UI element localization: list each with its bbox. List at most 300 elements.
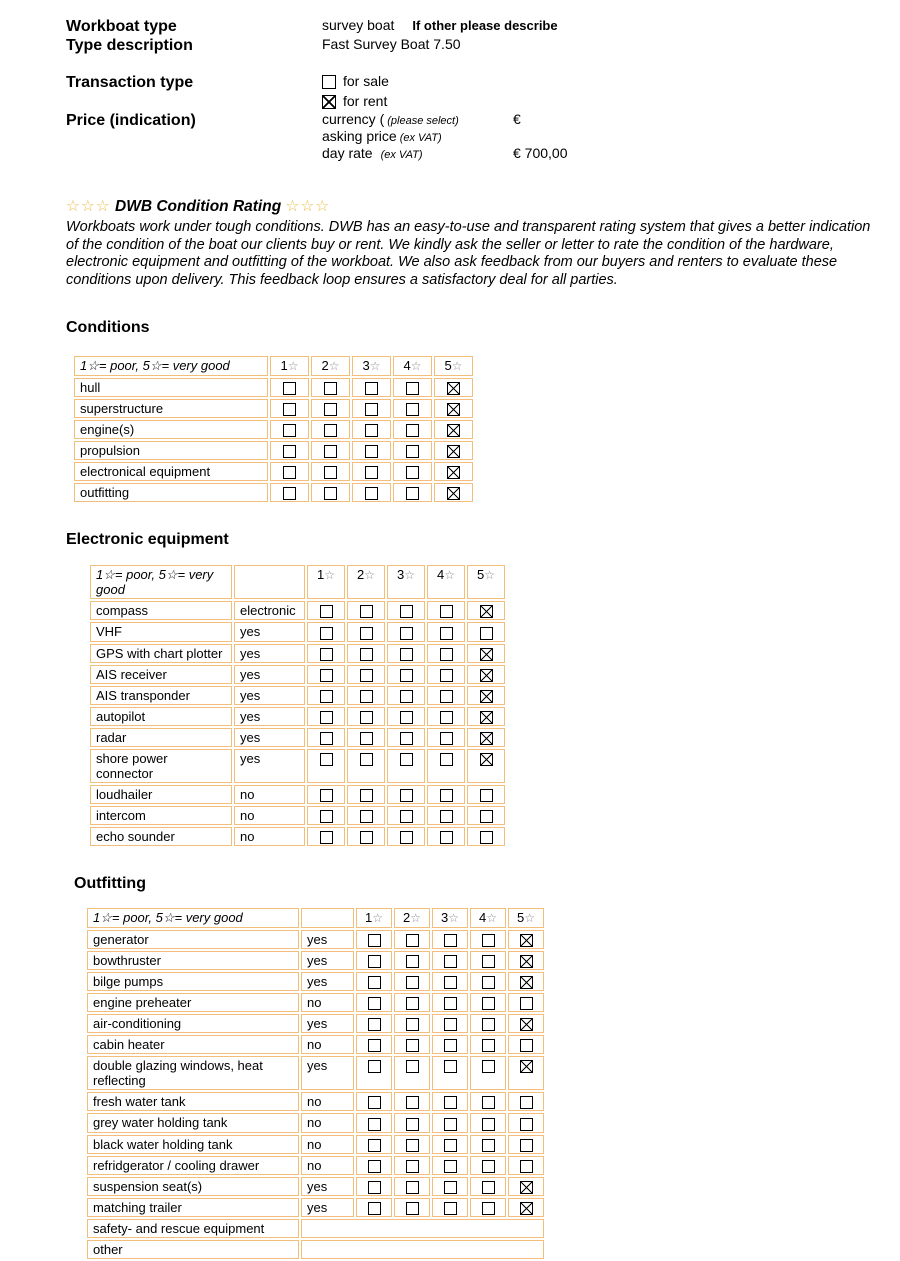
table-row	[90, 749, 505, 783]
row-label-cell: autopilot	[90, 707, 232, 726]
rating-checkbox-2star[interactable]	[360, 648, 373, 661]
rating-cell	[470, 930, 506, 949]
rating-cell	[270, 441, 309, 460]
rating-checkbox-2star[interactable]	[406, 997, 419, 1010]
star-column-header	[347, 565, 385, 599]
rating-cell	[311, 462, 350, 481]
rating-cell	[347, 707, 385, 726]
rating-checkbox-1star[interactable]	[368, 1039, 381, 1052]
rating-checkbox-5star[interactable]	[520, 1039, 533, 1052]
rating-checkbox-5star[interactable]	[480, 810, 493, 823]
rating-checkbox-4star[interactable]	[440, 732, 453, 745]
rating-checkbox-3star[interactable]	[400, 690, 413, 703]
rating-cell	[508, 1135, 544, 1154]
rating-checkbox-2star[interactable]	[406, 1139, 419, 1152]
rating-checkbox-2star[interactable]	[406, 1181, 419, 1194]
scale-note-cell: 1☆= poor, 5☆= very good	[90, 565, 232, 599]
rating-cell	[467, 785, 505, 804]
rating-checkbox-3star[interactable]	[400, 669, 413, 682]
star-icon: ☆	[328, 359, 340, 373]
table-row	[90, 785, 505, 804]
rating-checkbox-2star[interactable]	[406, 1118, 419, 1131]
star-decoration-left: ☆☆☆	[66, 198, 111, 215]
rating-checkbox-4star[interactable]	[440, 711, 453, 724]
rating-checkbox-2star[interactable]	[406, 1039, 419, 1052]
rating-checkbox-4star[interactable]	[482, 976, 495, 989]
rating-cell	[387, 728, 425, 747]
star-column-number: 4	[479, 910, 487, 925]
rating-checkbox-2star[interactable]	[324, 403, 337, 416]
rating-checkbox-5star[interactable]	[447, 382, 460, 395]
rating-checkbox-4star[interactable]	[482, 1118, 495, 1131]
rating-checkbox-4star[interactable]	[440, 669, 453, 682]
rating-checkbox-4star[interactable]	[482, 1039, 495, 1052]
row-label-cell: AIS transponder	[90, 686, 232, 705]
rating-checkbox-2star[interactable]	[324, 424, 337, 437]
rating-checkbox-5star[interactable]	[447, 445, 460, 458]
rating-checkbox-3star[interactable]	[365, 445, 378, 458]
rating-checkbox-5star[interactable]	[520, 1096, 533, 1109]
rating-checkbox-5star[interactable]	[480, 605, 493, 618]
row-value-cell: no	[301, 1156, 354, 1175]
currency-select-hint[interactable]: (please select)	[387, 115, 459, 127]
rating-checkbox-2star[interactable]	[406, 1060, 419, 1073]
rating-cell	[508, 1092, 544, 1111]
rating-checkbox-4star[interactable]	[482, 1202, 495, 1215]
rating-cell	[356, 951, 392, 970]
rating-checkbox-5star[interactable]	[480, 789, 493, 802]
rating-checkbox-2star[interactable]	[360, 831, 373, 844]
rating-checkbox-4star[interactable]	[406, 403, 419, 416]
rating-cell	[311, 483, 350, 502]
rating-checkbox-3star[interactable]	[365, 466, 378, 479]
star-column-header	[432, 908, 468, 928]
rating-checkbox-5star[interactable]	[480, 831, 493, 844]
star-icon: ☆	[451, 359, 463, 373]
rating-cell	[470, 972, 506, 991]
rating-checkbox-3star[interactable]	[365, 382, 378, 395]
rating-checkbox-4star[interactable]	[440, 627, 453, 640]
rating-checkbox-5star[interactable]	[520, 955, 533, 968]
rating-checkbox-3star[interactable]	[444, 1039, 457, 1052]
rating-cell	[347, 827, 385, 846]
rating-checkbox-1star[interactable]	[368, 934, 381, 947]
rating-checkbox-3star[interactable]	[400, 831, 413, 844]
rating-checkbox-3star[interactable]	[444, 934, 457, 947]
rating-checkbox-2star[interactable]	[406, 1096, 419, 1109]
rating-checkbox-3star[interactable]	[400, 732, 413, 745]
rating-checkbox-1star[interactable]	[368, 1160, 381, 1173]
rating-checkbox-4star[interactable]	[482, 1018, 495, 1031]
rating-cell	[387, 601, 425, 620]
table-row	[87, 1240, 544, 1259]
star-icon: ☆	[369, 359, 381, 373]
rating-cell	[347, 728, 385, 747]
star-column-number: 4	[437, 567, 445, 583]
rating-cell	[393, 441, 432, 460]
rating-cell	[270, 462, 309, 481]
row-value-cell: yes	[234, 644, 305, 663]
rating-cell	[467, 665, 505, 684]
type-description-value[interactable]: Fast Survey Boat 7.50	[322, 36, 461, 52]
rating-cell	[434, 462, 473, 481]
rating-checkbox-2star[interactable]	[406, 955, 419, 968]
rating-checkbox-2star[interactable]	[406, 1160, 419, 1173]
rating-cell	[347, 622, 385, 641]
rating-cell	[356, 1177, 392, 1196]
workboat-type-row	[66, 17, 900, 36]
rating-checkbox-4star[interactable]	[406, 424, 419, 437]
rating-checkbox-1star[interactable]	[283, 466, 296, 479]
if-other-note: If other please describe	[412, 18, 558, 33]
rating-checkbox-2star[interactable]	[406, 934, 419, 947]
rating-checkbox-5star[interactable]	[520, 976, 533, 989]
rating-cell	[432, 1177, 468, 1196]
rating-checkbox-1star[interactable]	[320, 627, 333, 640]
table-row	[87, 1056, 544, 1090]
row-label-cell: echo sounder	[90, 827, 232, 846]
star-icon: ☆	[484, 568, 495, 583]
rating-cell	[352, 399, 391, 418]
row-label-cell: engine(s)	[74, 420, 268, 439]
rating-checkbox-2star[interactable]	[360, 753, 373, 766]
rating-cell	[427, 707, 465, 726]
rating-cell	[508, 1156, 544, 1175]
rating-cell	[508, 951, 544, 970]
rating-checkbox-4star[interactable]	[482, 997, 495, 1010]
table-header-row	[90, 565, 505, 599]
rating-checkbox-1star[interactable]	[320, 789, 333, 802]
row-label-cell: black water holding tank	[87, 1135, 299, 1154]
table-row	[74, 399, 473, 418]
star-column-number: 1	[280, 358, 288, 373]
rating-checkbox-5star[interactable]	[480, 690, 493, 703]
rating-cell	[307, 686, 345, 705]
rating-cell	[434, 441, 473, 460]
rating-checkbox-5star[interactable]	[520, 1160, 533, 1173]
rating-checkbox-4star[interactable]	[482, 1160, 495, 1173]
rating-checkbox-3star[interactable]	[400, 605, 413, 618]
rating-cell	[467, 749, 505, 783]
rating-cell	[356, 1113, 392, 1132]
for-sale-checkbox[interactable]	[322, 75, 336, 89]
star-column-header	[311, 356, 350, 376]
value-header-cell	[301, 908, 354, 928]
rating-checkbox-5star[interactable]	[447, 466, 460, 479]
rating-checkbox-3star[interactable]	[444, 1096, 457, 1109]
star-column-header	[508, 908, 544, 928]
rating-checkbox-4star[interactable]	[440, 831, 453, 844]
row-label-cell: intercom	[90, 806, 232, 825]
rating-cell	[427, 749, 465, 783]
rating-checkbox-3star[interactable]	[400, 753, 413, 766]
rating-cell	[356, 1198, 392, 1217]
rating-checkbox-4star[interactable]	[440, 810, 453, 823]
rating-checkbox-1star[interactable]	[368, 1139, 381, 1152]
star-column-header	[434, 356, 473, 376]
rating-checkbox-4star[interactable]	[482, 1139, 495, 1152]
rating-cell	[356, 1135, 392, 1154]
rating-checkbox-1star[interactable]	[320, 753, 333, 766]
rating-cell	[432, 1092, 468, 1111]
rating-cell	[434, 483, 473, 502]
rating-checkbox-1star[interactable]	[368, 1060, 381, 1073]
rating-checkbox-3star[interactable]	[365, 487, 378, 500]
rating-cell	[508, 1177, 544, 1196]
rating-checkbox-1star[interactable]	[368, 1018, 381, 1031]
row-label-cell: refridgerator / cooling drawer	[87, 1156, 299, 1175]
rating-checkbox-3star[interactable]	[444, 1060, 457, 1073]
rating-checkbox-4star[interactable]	[440, 605, 453, 618]
rating-checkbox-3star[interactable]	[400, 627, 413, 640]
star-icon: ☆	[410, 359, 422, 373]
rating-checkbox-1star[interactable]	[320, 690, 333, 703]
rating-cell	[427, 827, 465, 846]
rating-cell	[467, 686, 505, 705]
rating-checkbox-2star[interactable]	[360, 627, 373, 640]
rating-cell	[427, 806, 465, 825]
row-value-cell: no	[301, 993, 354, 1012]
rating-checkbox-5star[interactable]	[480, 669, 493, 682]
rating-checkbox-2star[interactable]	[360, 732, 373, 745]
rating-cell	[427, 785, 465, 804]
rating-cell	[307, 665, 345, 684]
rating-checkbox-1star[interactable]	[320, 732, 333, 745]
rating-checkbox-4star[interactable]	[406, 466, 419, 479]
rating-checkbox-1star[interactable]	[283, 487, 296, 500]
rating-cell	[311, 420, 350, 439]
rating-checkbox-3star[interactable]	[444, 997, 457, 1010]
day-rate-row	[66, 145, 900, 162]
rating-cell	[347, 686, 385, 705]
table-row	[74, 378, 473, 397]
row-value-cell: yes	[301, 1177, 354, 1196]
rating-checkbox-1star[interactable]	[283, 424, 296, 437]
rating-checkbox-3star[interactable]	[444, 976, 457, 989]
rating-checkbox-4star[interactable]	[482, 1096, 495, 1109]
star-icon: ☆	[444, 568, 455, 583]
rating-cell	[387, 749, 425, 783]
rating-checkbox-5star[interactable]	[520, 1181, 533, 1194]
rating-cell	[432, 972, 468, 991]
for-rent-checkbox[interactable]	[322, 95, 336, 109]
outfitting-table	[85, 906, 546, 1261]
star-column-number: 2	[321, 358, 329, 373]
rating-checkbox-4star[interactable]	[440, 690, 453, 703]
rating-checkbox-1star[interactable]	[283, 403, 296, 416]
rating-cell	[307, 728, 345, 747]
rating-checkbox-1star[interactable]	[320, 810, 333, 823]
row-label-cell: grey water holding tank	[87, 1113, 299, 1132]
workboat-type-label: Workboat type	[66, 18, 177, 35]
star-column-number: 5	[477, 567, 485, 583]
rating-cell	[307, 644, 345, 663]
rating-checkbox-1star[interactable]	[320, 605, 333, 618]
rating-checkbox-5star[interactable]	[520, 934, 533, 947]
row-label-cell: matching trailer	[87, 1198, 299, 1217]
rating-checkbox-5star[interactable]	[520, 1202, 533, 1215]
asking-price-hint: (ex VAT)	[399, 132, 442, 144]
rating-checkbox-4star[interactable]	[482, 934, 495, 947]
rating-checkbox-1star[interactable]	[320, 648, 333, 661]
star-icon: ☆	[448, 911, 459, 925]
rating-checkbox-2star[interactable]	[324, 382, 337, 395]
row-value-cell: electronic	[234, 601, 305, 620]
rating-checkbox-1star[interactable]	[283, 445, 296, 458]
rating-checkbox-5star[interactable]	[520, 1139, 533, 1152]
rating-checkbox-3star[interactable]	[444, 1181, 457, 1194]
rating-cell	[394, 930, 430, 949]
rating-checkbox-4star[interactable]	[440, 648, 453, 661]
row-value-cell: yes	[234, 728, 305, 747]
row-label-cell: fresh water tank	[87, 1092, 299, 1111]
table-row	[74, 462, 473, 481]
rating-checkbox-1star[interactable]	[368, 976, 381, 989]
rating-cell	[470, 1135, 506, 1154]
rating-checkbox-2star[interactable]	[406, 976, 419, 989]
rating-cell	[508, 930, 544, 949]
rating-checkbox-3star[interactable]	[400, 810, 413, 823]
rating-checkbox-2star[interactable]	[324, 445, 337, 458]
table-row	[90, 622, 505, 641]
rating-cell	[470, 951, 506, 970]
rating-checkbox-3star[interactable]	[365, 424, 378, 437]
price-indication-label: Price (indication)	[66, 112, 196, 129]
table-row	[90, 806, 505, 825]
rating-checkbox-1star[interactable]	[368, 1202, 381, 1215]
rating-checkbox-5star[interactable]	[480, 753, 493, 766]
rating-cell	[347, 785, 385, 804]
row-value-cell: no	[301, 1035, 354, 1054]
rating-checkbox-5star[interactable]	[480, 732, 493, 745]
asking-price-row	[66, 128, 900, 145]
rating-cell	[387, 665, 425, 684]
rating-checkbox-4star[interactable]	[406, 382, 419, 395]
rating-checkbox-5star[interactable]	[520, 997, 533, 1010]
rating-checkbox-3star[interactable]	[365, 403, 378, 416]
workboat-type-value[interactable]: survey boat	[322, 17, 395, 33]
rating-checkbox-1star[interactable]	[283, 382, 296, 395]
rating-checkbox-5star[interactable]	[480, 648, 493, 661]
rating-checkbox-3star[interactable]	[400, 789, 413, 802]
rating-checkbox-4star[interactable]	[440, 789, 453, 802]
rating-checkbox-1star[interactable]	[368, 1181, 381, 1194]
rating-checkbox-2star[interactable]	[324, 466, 337, 479]
asking-price-label: asking price	[322, 128, 397, 144]
row-value-cell: yes	[234, 665, 305, 684]
electronic-equipment-heading: Electronic equipment	[66, 531, 229, 549]
rating-cell	[467, 644, 505, 663]
rating-cell	[467, 601, 505, 620]
currency-row	[66, 111, 900, 128]
rating-checkbox-5star[interactable]	[447, 403, 460, 416]
rating-checkbox-4star[interactable]	[440, 753, 453, 766]
rating-checkbox-2star[interactable]	[360, 789, 373, 802]
dwb-rating-heading	[66, 198, 900, 216]
rating-cell	[307, 785, 345, 804]
rating-checkbox-5star[interactable]	[447, 424, 460, 437]
rating-checkbox-5star[interactable]	[520, 1118, 533, 1131]
row-value-cell: yes	[301, 972, 354, 991]
rating-checkbox-3star[interactable]	[444, 955, 457, 968]
rating-checkbox-4star[interactable]	[482, 955, 495, 968]
row-value-cell: yes	[301, 1198, 354, 1217]
table-row	[87, 951, 544, 970]
rating-checkbox-1star[interactable]	[368, 955, 381, 968]
rating-checkbox-2star[interactable]	[360, 605, 373, 618]
row-label-cell: hull	[74, 378, 268, 397]
rating-checkbox-5star[interactable]	[480, 711, 493, 724]
rating-checkbox-4star[interactable]	[406, 487, 419, 500]
star-column-header	[467, 565, 505, 599]
table-header-row	[87, 908, 544, 928]
day-rate-amount[interactable]: € 700,00	[513, 145, 568, 161]
row-label-cell: engine preheater	[87, 993, 299, 1012]
rating-checkbox-1star[interactable]	[320, 669, 333, 682]
for-sale-option	[322, 73, 389, 90]
star-decoration-right: ☆☆☆	[285, 198, 331, 215]
rating-checkbox-4star[interactable]	[482, 1181, 495, 1194]
star-icon: ☆	[486, 911, 497, 925]
transaction-type-row	[66, 73, 900, 93]
rating-checkbox-1star[interactable]	[320, 831, 333, 844]
star-column-header	[307, 565, 345, 599]
star-icon: ☆	[287, 359, 299, 373]
rating-checkbox-2star[interactable]	[406, 1018, 419, 1031]
rating-checkbox-5star[interactable]	[447, 487, 460, 500]
rating-checkbox-2star[interactable]	[360, 810, 373, 823]
rating-cell	[387, 644, 425, 663]
table-row	[74, 441, 473, 460]
rating-cell	[311, 399, 350, 418]
rating-checkbox-4star[interactable]	[482, 1060, 495, 1073]
star-column-header	[352, 356, 391, 376]
rating-checkbox-2star[interactable]	[406, 1202, 419, 1215]
currency-label: currency (	[322, 111, 385, 127]
rating-checkbox-5star[interactable]	[520, 1018, 533, 1031]
rating-checkbox-2star[interactable]	[324, 487, 337, 500]
rating-checkbox-3star[interactable]	[400, 648, 413, 661]
rating-cell	[307, 749, 345, 783]
rating-cell	[432, 951, 468, 970]
rating-checkbox-3star[interactable]	[444, 1160, 457, 1173]
row-label-cell: outfitting	[74, 483, 268, 502]
rating-checkbox-1star[interactable]	[368, 1096, 381, 1109]
day-rate-label: day rate	[322, 145, 373, 161]
rating-checkbox-1star[interactable]	[368, 997, 381, 1010]
rating-checkbox-2star[interactable]	[360, 669, 373, 682]
rating-checkbox-3star[interactable]	[444, 1018, 457, 1031]
for-rent-row	[66, 93, 900, 111]
rating-cell	[393, 483, 432, 502]
rating-checkbox-3star[interactable]	[444, 1118, 457, 1131]
rating-checkbox-3star[interactable]	[444, 1139, 457, 1152]
rating-checkbox-3star[interactable]	[400, 711, 413, 724]
row-value-cell: no	[301, 1092, 354, 1111]
rating-checkbox-1star[interactable]	[320, 711, 333, 724]
rating-checkbox-1star[interactable]	[368, 1118, 381, 1131]
rating-checkbox-5star[interactable]	[520, 1060, 533, 1073]
rating-checkbox-5star[interactable]	[480, 627, 493, 640]
star-icon: ☆	[372, 911, 383, 925]
rating-checkbox-2star[interactable]	[360, 690, 373, 703]
rating-checkbox-4star[interactable]	[406, 445, 419, 458]
rating-checkbox-3star[interactable]	[444, 1202, 457, 1215]
table-row	[90, 686, 505, 705]
rating-checkbox-2star[interactable]	[360, 711, 373, 724]
rating-cell	[432, 1056, 468, 1090]
rating-cell	[394, 1156, 430, 1175]
